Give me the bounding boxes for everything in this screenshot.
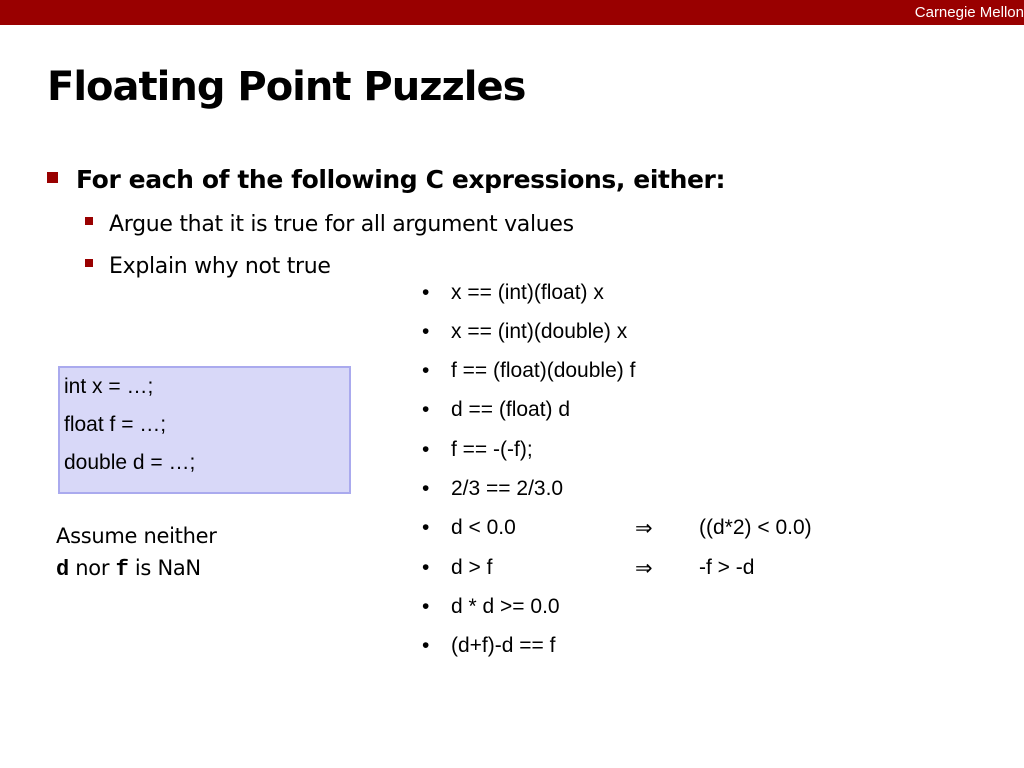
expression-text: (d+f)-d == f (451, 634, 556, 657)
square-bullet-icon (47, 172, 58, 183)
expression-text: f == -(-f); (451, 438, 533, 461)
expression-consequent: ((d*2) < 0.0) (699, 516, 812, 539)
square-bullet-icon (85, 217, 93, 225)
implies-symbol: ⇒ (635, 557, 653, 580)
expression-text: x == (int)(float) x (451, 281, 604, 304)
note-text: Assume neither (56, 524, 217, 548)
sub-bullet-explain (85, 254, 331, 279)
declaration-int: int x = …; (64, 375, 154, 398)
dot-bullet-icon: • (422, 438, 430, 461)
dot-bullet-icon: • (422, 320, 430, 343)
dot-bullet-icon: • (422, 398, 430, 421)
implies-symbol: ⇒ (635, 517, 653, 540)
note-text: nor (75, 556, 110, 580)
expression-text: d == (float) d (451, 398, 571, 421)
dot-bullet-icon: • (422, 516, 430, 539)
assumption-note (56, 520, 217, 586)
expression-text: d < 0.0 (451, 516, 516, 539)
main-bullet-text: For each of the following C expressions, either: (76, 165, 726, 194)
dot-bullet-icon: • (422, 477, 430, 500)
declarations-box (58, 366, 351, 494)
note-text: is NaN (134, 556, 201, 580)
sub-bullet-text: Argue that it is true for all argument values (109, 212, 574, 237)
dot-bullet-icon: • (422, 359, 430, 382)
sub-bullet-argue (85, 212, 574, 237)
expression-consequent: -f > -d (699, 556, 755, 579)
note-var-f: f (115, 557, 129, 582)
expression-text: d * d >= 0.0 (451, 595, 560, 618)
slide-title: Floating Point Puzzles (47, 64, 526, 110)
expression-text: x == (int)(double) x (451, 320, 628, 343)
dot-bullet-icon: • (422, 556, 430, 579)
org-name: Carnegie Mellon (914, 4, 1024, 21)
note-var-d: d (56, 557, 69, 582)
dot-bullet-icon: • (422, 634, 430, 657)
square-bullet-icon (85, 259, 93, 267)
expression-text: d > f (451, 556, 493, 579)
header-bar (0, 0, 1024, 25)
declaration-double: double d = …; (64, 451, 196, 474)
expression-list (420, 281, 870, 671)
expression-text: 2/3 == 2/3.0 (451, 477, 564, 500)
expression-text: f == (float)(double) f (451, 359, 636, 382)
dot-bullet-icon: • (422, 595, 430, 618)
sub-bullet-text: Explain why not true (109, 254, 331, 279)
declaration-float: float f = …; (64, 413, 167, 436)
dot-bullet-icon: • (422, 281, 430, 304)
main-bullet (47, 165, 725, 194)
